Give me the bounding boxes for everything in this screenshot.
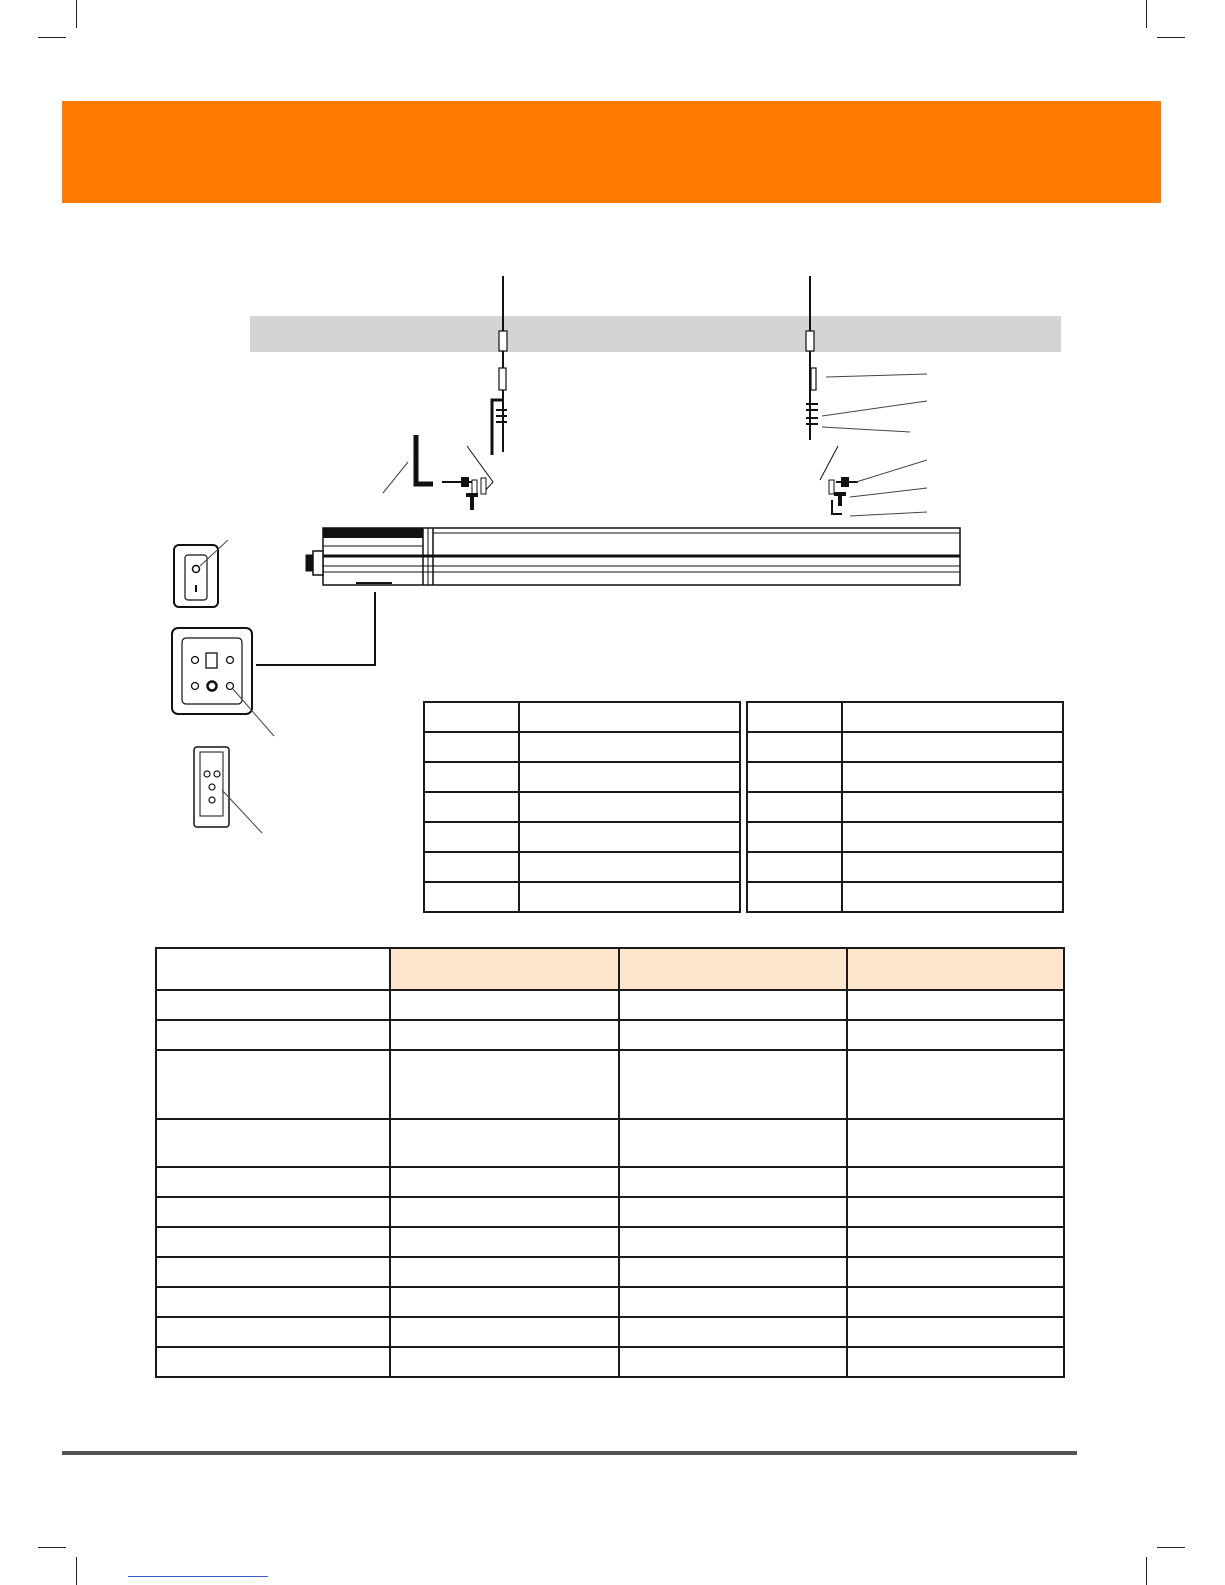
crop-mark xyxy=(1157,1547,1185,1548)
crop-mark xyxy=(38,37,66,38)
table-row xyxy=(747,822,1063,852)
ceiling-band xyxy=(250,316,1061,352)
table-row xyxy=(424,882,740,912)
crop-mark xyxy=(38,1547,66,1548)
table-row xyxy=(424,822,740,852)
l-bracket-icon xyxy=(416,435,433,484)
heater-body-icon xyxy=(256,528,960,665)
table-row xyxy=(156,1287,1064,1317)
crop-mark xyxy=(1146,1557,1147,1585)
table-row xyxy=(747,882,1063,912)
crop-mark xyxy=(76,1557,77,1585)
crop-mark xyxy=(76,0,77,28)
table-row xyxy=(156,1167,1064,1197)
table-row xyxy=(424,732,740,762)
parts-table-left xyxy=(423,701,741,913)
table-row xyxy=(156,1227,1064,1257)
table-row xyxy=(747,762,1063,792)
table-row xyxy=(156,990,1064,1020)
table-row xyxy=(747,792,1063,822)
control-panel-icon xyxy=(172,628,274,736)
remote-control-icon xyxy=(194,747,262,833)
suspension-rod-icon xyxy=(806,276,858,514)
table-row xyxy=(424,762,740,792)
table-row xyxy=(747,852,1063,882)
table-row xyxy=(747,702,1063,732)
footer-rule xyxy=(62,1451,1077,1455)
header-banner xyxy=(62,101,1161,203)
table-row xyxy=(156,1050,1064,1119)
footer-link-underline[interactable] xyxy=(128,1576,268,1577)
specification-table xyxy=(155,947,1065,1378)
table-header-row xyxy=(156,948,1064,990)
table-row xyxy=(156,1020,1064,1050)
crop-mark xyxy=(1157,37,1185,38)
table-row xyxy=(156,1347,1064,1377)
table-row xyxy=(424,702,740,732)
table-row xyxy=(747,732,1063,762)
table-row xyxy=(424,852,740,882)
table-row xyxy=(424,792,740,822)
table-row xyxy=(156,1317,1064,1347)
parts-table-right xyxy=(746,701,1064,913)
crop-mark xyxy=(1146,0,1147,28)
table-row xyxy=(156,1257,1064,1287)
table-row xyxy=(156,1119,1064,1167)
suspension-rod-icon xyxy=(442,276,507,510)
table-row xyxy=(156,1197,1064,1227)
wall-switch-icon xyxy=(174,540,228,607)
